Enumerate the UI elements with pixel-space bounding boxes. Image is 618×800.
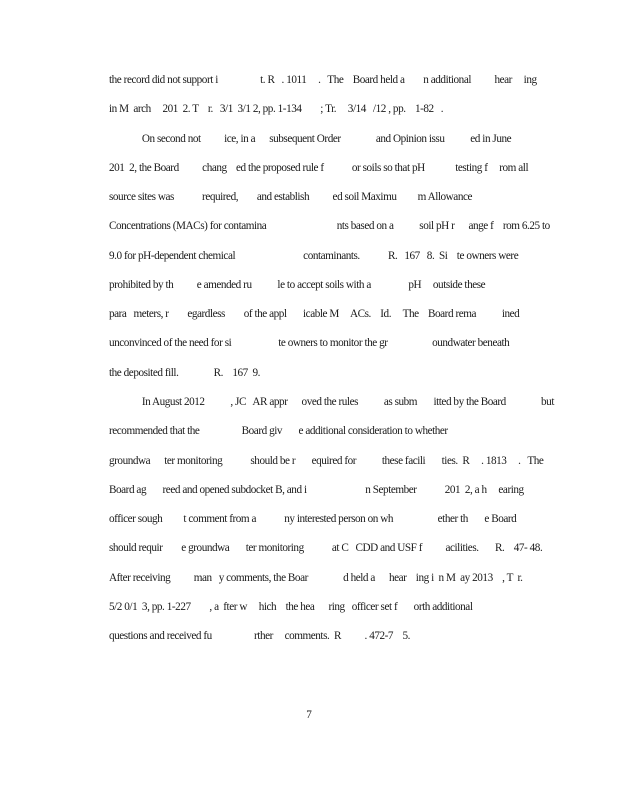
body-text-line: should requir e groundwa ter monitoring at C CDD and USF f acilities. R. 47- 48. bbox=[109, 542, 543, 554]
body-text-line: In August 2012 , JC AR appr oved the rules as subm itted by the Board but bbox=[109, 396, 554, 408]
body-text-line: 9.0 for pH-dependent chemical contaminants. R. 167 8. Si te owners were bbox=[109, 250, 519, 262]
body-text-line: unconvinced of the need for si te owners to monitor the gr oundwater beneath bbox=[109, 337, 510, 349]
body-text-line: recommended that the Board giv e additional consideration to whether bbox=[109, 425, 448, 437]
body-text-line: After receiving man y comments, the Boar d held a hear ing i n M ay 2013 , T r. bbox=[109, 572, 523, 584]
body-text-line: Concentrations (MACs) for contamina nts based on a soil pH r ange f rom 6.25 to bbox=[109, 220, 550, 232]
body-text-line: 201 2, the Board chang ed the proposed rule f or soils so that pH testing f rom all bbox=[109, 162, 529, 174]
body-text-line: On second not ice, in a subsequent Order and Opinion issu ed in June bbox=[109, 133, 512, 145]
body-text-line: source sites was required, and establish ed soil Maximu m Allowance bbox=[109, 191, 472, 203]
body-text-line: officer sough t comment from a ny interested person on wh ether th e Board bbox=[109, 513, 517, 525]
body-text-line: the deposited fill. R. 167 9. bbox=[109, 367, 260, 379]
body-text-line: prohibited by th e amended ru le to accept soils with a pH outside these bbox=[109, 279, 486, 291]
body-text-line: the record did not support i t. R . 1011 . The Board held a n additional hear ing bbox=[109, 74, 537, 86]
body-text-line: in M arch 201 2. T r. 3/1 3/1 2, pp. 1-134 ; Tr. 3/14 /12 , pp. 1-82 . bbox=[109, 103, 444, 115]
body-text-line: questions and received fu rther comments. R . 472-7 5. bbox=[109, 630, 410, 642]
body-text-line: groundwa ter monitoring should be r equired for these facili ties. R . 1813 . The bbox=[109, 455, 544, 467]
body-text-line: 5/2 0/1 3, pp. 1-227 , a fter w hich the hea ring officer set f orth additional bbox=[109, 601, 473, 613]
page-number: 7 bbox=[306, 709, 312, 721]
body-text-line: para meters, r egardless of the appl icable M ACs. Id. The Board rema ined bbox=[109, 308, 520, 320]
body-text-line: Board ag reed and opened subdocket B, and i n September 201 2, a h earing bbox=[109, 484, 524, 496]
